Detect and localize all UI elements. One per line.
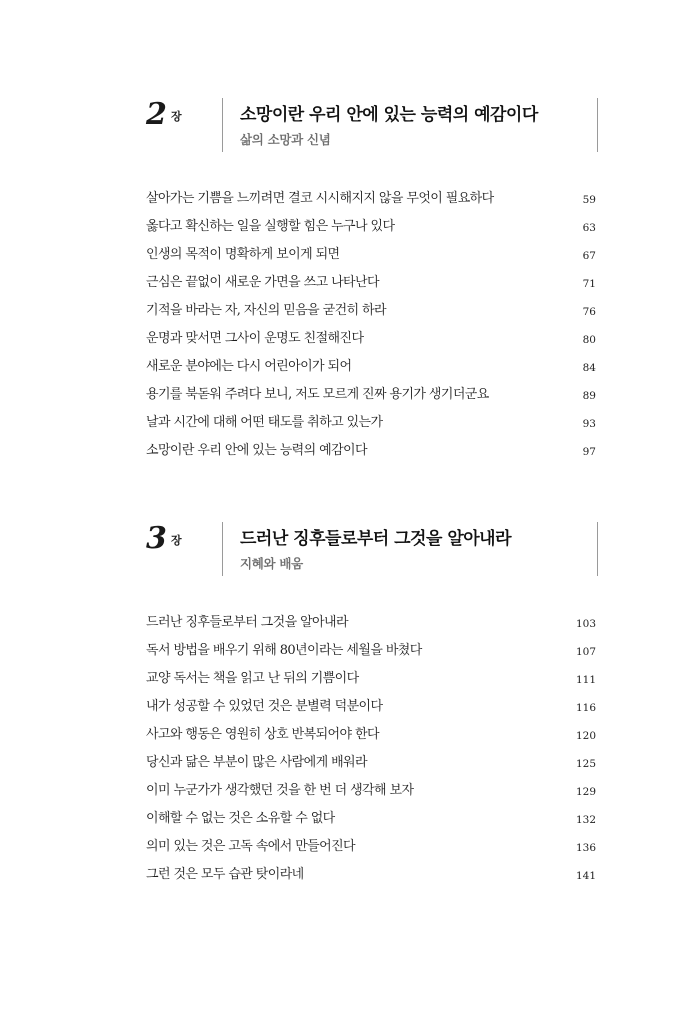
- toc-entry-page: 63: [582, 222, 596, 234]
- toc-entry-page: 80: [582, 334, 596, 346]
- chapter-3: [0, 521, 681, 889]
- toc-entry[interactable]: [0, 409, 681, 437]
- toc-entry-title: 독서 방법을 배우기 위해 80년이라는 세월을 바쳤다: [146, 643, 422, 658]
- toc-entry[interactable]: [0, 777, 681, 805]
- toc-entry-page: 125: [575, 758, 596, 770]
- toc-entry[interactable]: [0, 297, 681, 325]
- toc-entry-title: 이해할 수 없는 것은 소유할 수 없다: [146, 811, 335, 826]
- chapter-divider-right: [597, 98, 598, 152]
- toc-entry[interactable]: [0, 693, 681, 721]
- chapter-number: 3: [146, 521, 167, 556]
- toc-entry-title: 교양 독서는 책을 읽고 난 뒤의 기쁨이다: [146, 671, 359, 686]
- toc-entry-title: 용기를 북돋워 주려다 보니, 저도 모르게 진짜 용기가 생기더군요: [146, 387, 489, 402]
- toc-entry-title: 인생의 목적이 명확하게 보이게 되면: [146, 247, 340, 262]
- toc-entry-page: 111: [575, 674, 596, 686]
- toc-entry-page: 120: [575, 730, 596, 742]
- toc-entry[interactable]: [0, 381, 681, 409]
- toc-entry[interactable]: [0, 805, 681, 833]
- toc-entry-page: 116: [575, 702, 596, 714]
- chapter-divider-left: [222, 98, 223, 152]
- toc-entry-page: 71: [582, 278, 596, 290]
- toc-entry-title: 의미 있는 것은 고독 속에서 만들어진다: [146, 839, 355, 854]
- toc-entry-title: 그런 것은 모두 습관 탓이라네: [146, 867, 304, 882]
- toc-list: [0, 185, 681, 465]
- chapter-title: 소망이란 우리 안에 있는 능력의 예감이다: [240, 105, 538, 125]
- toc-entry-title: 살아가는 기쁨을 느끼려면 결코 시시해지지 않을 무엇이 필요하다: [146, 191, 494, 206]
- toc-entry[interactable]: [0, 241, 681, 269]
- chapter-subtitle: 지혜와 배움: [240, 556, 303, 571]
- chapter-number: 2: [146, 97, 167, 132]
- toc-entry-page: 103: [575, 618, 596, 630]
- chapter-title: 드러난 징후들로부터 그것을 알아내라: [240, 529, 512, 549]
- toc-entry-title: 날과 시간에 대해 어떤 태도를 취하고 있는가: [146, 415, 383, 430]
- toc-entry-page: 67: [582, 250, 596, 262]
- toc-entry[interactable]: [0, 749, 681, 777]
- toc-entry-page: 89: [582, 390, 596, 402]
- toc-entry-page: 132: [575, 814, 596, 826]
- toc-entry-title: 당신과 닮은 부분이 많은 사람에게 배워라: [146, 755, 367, 770]
- toc-entry[interactable]: [0, 437, 681, 465]
- chapter-header: [0, 521, 681, 580]
- toc-entry-page: 129: [575, 786, 596, 798]
- toc-entry[interactable]: [0, 721, 681, 749]
- toc-entry-title: 사고와 행동은 영원히 상호 반복되어야 한다: [146, 727, 379, 742]
- toc-entry-title: 운명과 맞서면 그사이 운명도 친절해진다: [146, 331, 364, 346]
- toc-entry-title: 새로운 분야에는 다시 어린아이가 되어: [146, 359, 352, 374]
- toc-entry-title: 기적을 바라는 자, 자신의 믿음을 굳건히 하라: [146, 303, 386, 318]
- chapter-header: [0, 97, 681, 156]
- toc-entry-title: 내가 성공할 수 있었던 것은 분별력 덕분이다: [146, 699, 383, 714]
- toc-entry-page: 84: [582, 362, 596, 374]
- toc-entry[interactable]: [0, 665, 681, 693]
- toc-entry-page: 97: [582, 446, 596, 458]
- toc-entry[interactable]: [0, 325, 681, 353]
- toc-entry[interactable]: [0, 185, 681, 213]
- toc-entry-title: 이미 누군가가 생각했던 것을 한 번 더 생각해 보자: [146, 783, 414, 798]
- chapter-suffix: 장: [171, 534, 182, 547]
- toc-entry-title: 근심은 끝없이 새로운 가면을 쓰고 나타난다: [146, 275, 379, 290]
- toc-entry-page: 107: [575, 646, 596, 658]
- toc-entry[interactable]: [0, 609, 681, 637]
- toc-entry-title: 드러난 징후들로부터 그것을 알아내라: [146, 615, 348, 630]
- chapter-divider-right: [597, 522, 598, 576]
- toc-entry-page: 141: [575, 870, 596, 882]
- toc-entry-page: 93: [582, 418, 596, 430]
- toc-entry[interactable]: [0, 213, 681, 241]
- toc-entry-page: 59: [582, 194, 596, 206]
- toc-list: [0, 609, 681, 889]
- toc-entry-title: 소망이란 우리 안에 있는 능력의 예감이다: [146, 443, 367, 458]
- toc-entry[interactable]: [0, 353, 681, 381]
- chapter-divider-left: [222, 522, 223, 576]
- chapter-suffix: 장: [171, 110, 182, 123]
- toc-entry[interactable]: [0, 861, 681, 889]
- toc-entry-page: 136: [575, 842, 596, 854]
- toc-entry-title: 옳다고 확신하는 일을 실행할 힘은 누구나 있다: [146, 219, 395, 234]
- chapter-2: [0, 97, 681, 465]
- toc-entry[interactable]: [0, 269, 681, 297]
- toc-entry-page: 76: [582, 306, 596, 318]
- toc-entry[interactable]: [0, 637, 681, 665]
- chapter-subtitle: 삶의 소망과 신념: [240, 132, 331, 147]
- toc-entry[interactable]: [0, 833, 681, 861]
